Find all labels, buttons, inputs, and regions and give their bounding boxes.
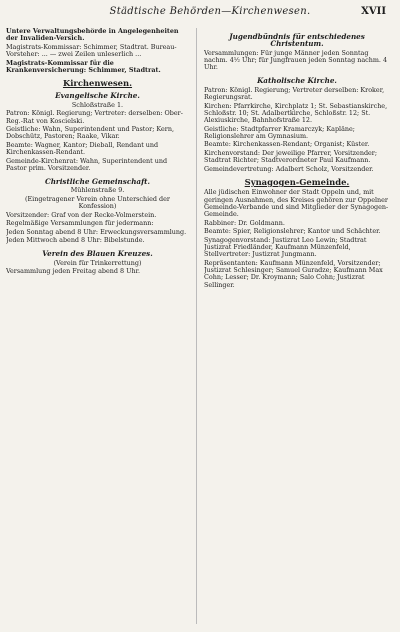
entry-text: Magistrats-Kommissar: Schimmer, Stadtrat. Bureau-Vorsteher: ... — zwei Zeilen unleserlich ... bbox=[6, 42, 177, 59]
entry-text: Beamte: Kirchenkassen-Rendant; Organist; Küster. bbox=[204, 140, 370, 149]
entry-text: Beamte: Wagner, Kantor; Dieball, Rendant und Kirchenkassen-Rendant. bbox=[6, 140, 159, 157]
left-column bbox=[6, 28, 189, 626]
right-column bbox=[204, 28, 390, 626]
entry-text: Rabbiner: Dr. Goldmann. bbox=[204, 218, 285, 227]
running-title: Städtische Behörden—Kirchenwesen. bbox=[109, 6, 311, 17]
entry-text: Geistliche: Wahn, Superintendent und Pastor; Kern, Dobschütz, Pastoren; Raake, Vikar. bbox=[6, 125, 174, 141]
entry-text: Mühlenstraße 9. bbox=[70, 186, 125, 195]
section-heading: Evangelische Kirche. bbox=[55, 91, 140, 101]
entry-text: Geistliche: Stadtpfarrer Kramarczyk; Kapläne; Religionslehrer am Gymnasium. bbox=[204, 124, 355, 140]
entry-text: Repräsentanten: Kaufmann Münzenfeld, Vorsitzender; Justizrat Schlesinger; Samuel Guradze; Kaufmann Max Cohn; Lesser; Dr. Kroymann; Salo Cohn; Justizrat Sellinger. bbox=[204, 258, 383, 289]
entry-text: Kirchen: Pfarrkirche, Kirchplatz 1; St. Sebastianskirche, Schloßstr. 10; St. Adalbertkirche, Schloßstr. 12; St. Alexiuskirche, Bahnhofstraße 12. bbox=[204, 101, 388, 125]
section-heading: Kirchenwesen. bbox=[62, 78, 133, 89]
entry-text: Kirchenvorstand: Der jeweilige Pfarrer, Vorsitzender; Stadtrat Richter; Stadtverordneter Paul Kaufmann. bbox=[204, 148, 378, 165]
entry-text: Synagogenvorstand: Justizrat Leo Lewin; Stadtrat Justizrat Friedländer, Kaufmann Münzenfeld, Stellvertreter: Justizrat Jungmann. bbox=[204, 235, 367, 259]
entry-text: Versammlungen: Für junge Männer jeden Sonntag nachm. 4½ Uhr; für Jungfrauen jeden Sonntag nachm. 4 Uhr. bbox=[204, 48, 388, 72]
entry-text: Gemeindevertretung: Adalbert Scholz, Vorsitzender. bbox=[204, 164, 374, 173]
entry-text: Regelmäßige Versammlungen für jedermann: bbox=[6, 219, 154, 228]
bold-entry: Untere Verwaltungsbehörde in Angelegenheiten der Invaliden-Versich. bbox=[6, 28, 179, 43]
entry-text: Jeden Mittwoch abend 8 Uhr: Bibelstunde. bbox=[6, 236, 145, 245]
entry-text: Versammlung jeden Freitag abend 8 Uhr. bbox=[6, 267, 140, 276]
section-heading: Synagogen-Gemeinde. bbox=[244, 176, 350, 187]
page-header bbox=[0, 6, 400, 22]
section-heading: Katholische Kirche. bbox=[257, 76, 337, 86]
page-number: XVII bbox=[361, 6, 386, 17]
entry-text: Jeden Sonntag abend 8 Uhr: Erweckungsversammlung. bbox=[6, 227, 187, 236]
entry-text: Schloßstraße 1. bbox=[71, 100, 124, 109]
entry-text: Vorsitzender: Graf von der Recke-Volmerstein. bbox=[6, 210, 157, 219]
entry-text: Patron: Königl. Regierung; Vertreter: derselben: Ober-Reg.-Rat von Koscielski. bbox=[6, 109, 183, 125]
entry-text: (Eingetragener Verein ohne Unterschied der Konfession) bbox=[25, 194, 170, 211]
entry-text: Gemeinde-Kirchenrat: Wahn, Superintendent und Pastor prim. Vorsitzender. bbox=[6, 156, 168, 172]
entry-text: Alle jüdischen Einwohner der Stadt Oppeln und, mit geringen Ausnahmen, des Kreises gehören zur Oppelner Gemeinde-Verbande und sind Mitglieder der Synagogen-Gemeinde. bbox=[204, 188, 389, 219]
section-heading: Verein des Blauen Kreuzes. bbox=[42, 249, 153, 259]
column-divider bbox=[196, 28, 197, 624]
section-heading: Christliche Gemeinschaft. bbox=[44, 177, 151, 187]
entry-text: Beamte: Spier, Religionslehrer; Kantor und Schächter. bbox=[204, 227, 381, 236]
bold-entry: Magistrats-Kommissar für die Krankenversicherung: Schimmer, Stadtrat. bbox=[6, 58, 161, 74]
entry-text: (Verein für Trinkerrettung) bbox=[53, 258, 142, 267]
section-heading: Jugendbündnis für entschiedenes Christentum. bbox=[229, 32, 365, 49]
entry-text: Patron: Königl. Regierung; Vertreter derselben: Kroker, Regierungsrat. bbox=[204, 85, 385, 102]
